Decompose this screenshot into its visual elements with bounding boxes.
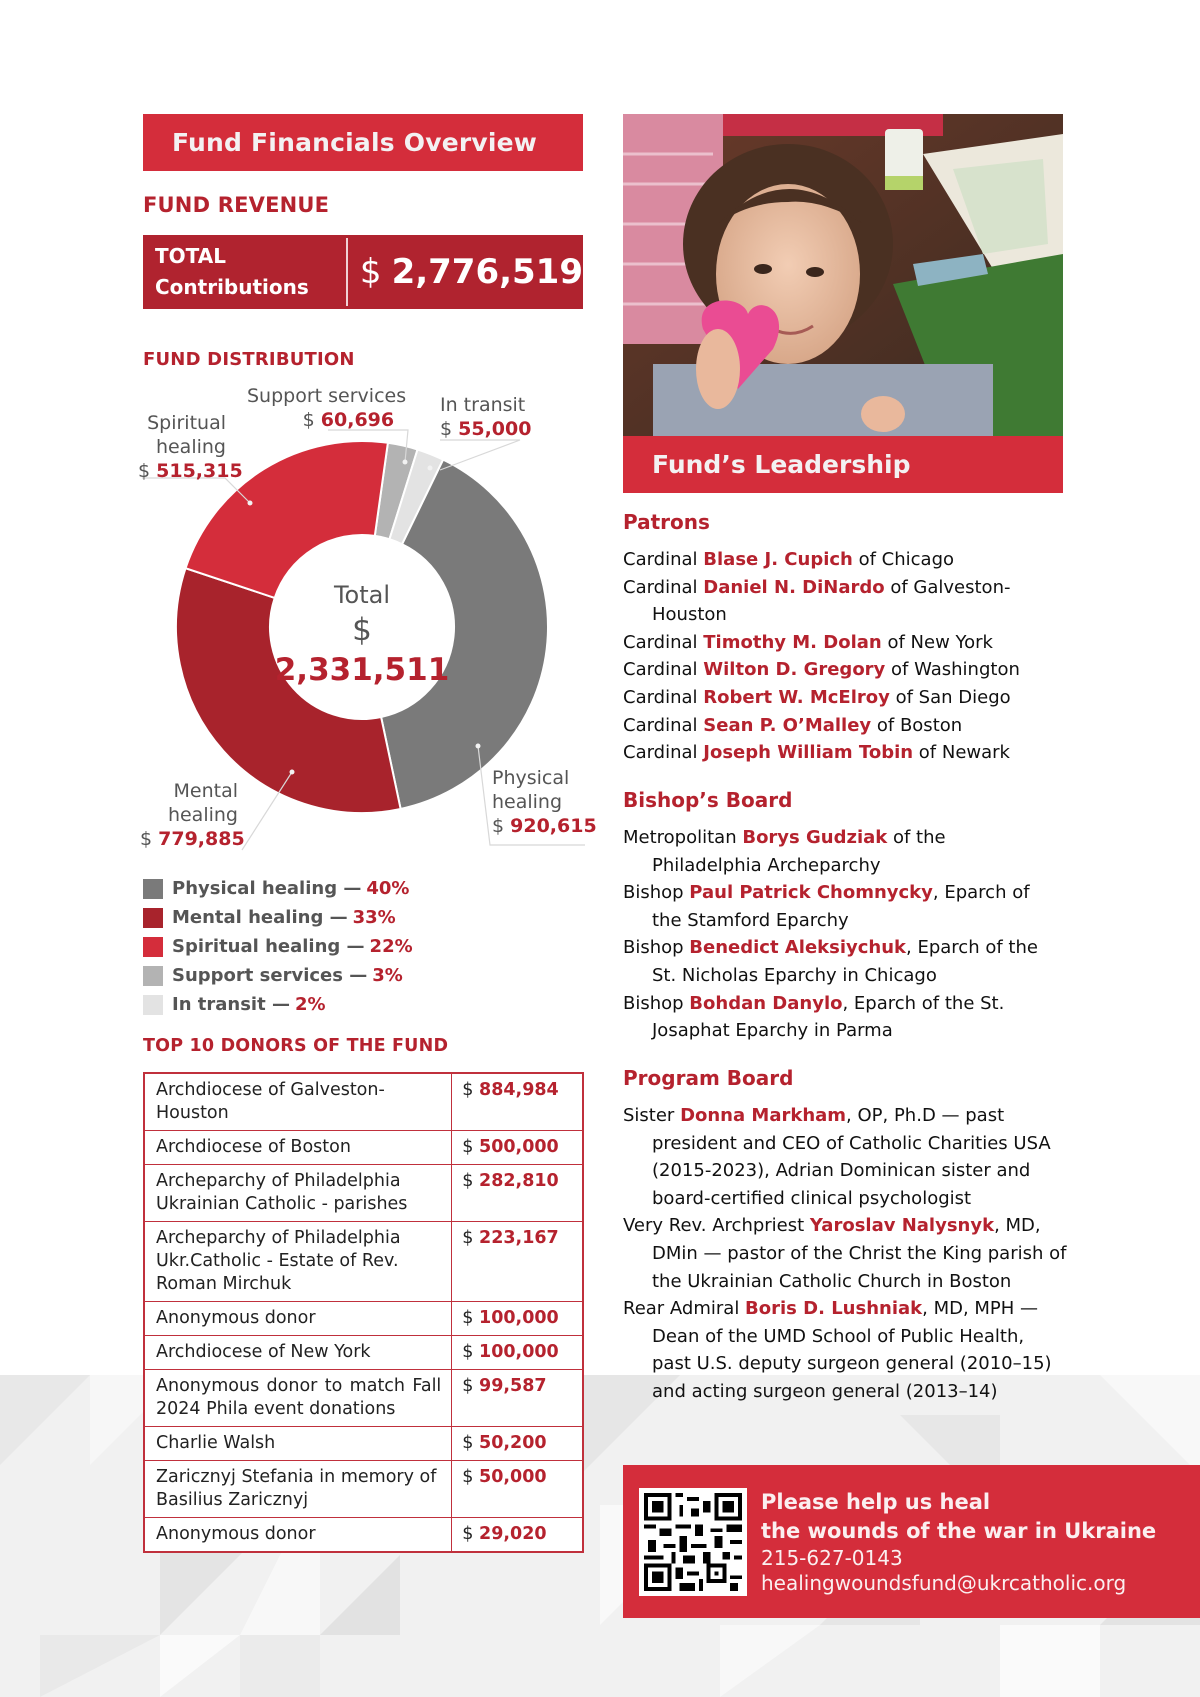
currency-symbol: $	[462, 1342, 474, 1362]
financials-title-bar	[143, 114, 583, 171]
patrons-section	[623, 510, 1083, 767]
callout-physical-healing	[492, 766, 597, 838]
donor-name: Archdiocese of Galveston-Houston	[144, 1073, 452, 1131]
chart-legend	[143, 874, 413, 1019]
person-name: Blase J. Cupich	[703, 549, 853, 570]
amount-value: 282,810	[479, 1171, 559, 1191]
callout-amount: 779,885	[158, 828, 245, 850]
child-photo	[623, 114, 1063, 436]
donate-cta-box	[623, 1465, 1200, 1618]
callout-label-2: healing	[492, 791, 563, 813]
callout-support-services	[247, 384, 406, 432]
callout-in-transit	[440, 393, 531, 441]
donor-amount	[452, 1461, 583, 1518]
bishops-board-section	[623, 788, 1063, 1045]
donor-name: Zaricznyj Stefania in memory of Basilius Zaricznyj	[144, 1461, 452, 1518]
donor-amount	[452, 1427, 583, 1461]
currency-symbol: $	[302, 409, 315, 431]
patron-item: Cardinal Timothy M. Dolan of New York	[623, 631, 993, 653]
callout-spiritual-healing	[138, 411, 243, 483]
callout-amount-line	[247, 408, 406, 432]
person-name: Boris D. Lushniak	[745, 1298, 923, 1320]
legend-label: Support services —	[172, 965, 368, 986]
total-amount: 2,776,519	[391, 252, 583, 292]
legend-pct: 3%	[372, 965, 403, 986]
financials-title: Fund Financials Overview	[172, 128, 538, 157]
callout-amount-line	[140, 827, 245, 851]
patron-item: Cardinal Blase J. Cupich of Chicago	[623, 549, 955, 570]
patron-item: Cardinal Wilton D. Gregory of Washington	[623, 659, 1020, 681]
legend-pct: 22%	[369, 936, 413, 957]
legend-item-mental	[143, 903, 413, 932]
patron-item: Cardinal Joseph William Tobin of Newark	[623, 742, 1010, 764]
donor-name: Archdiocese of New York	[144, 1336, 452, 1370]
legend-item-support	[143, 961, 413, 990]
total-label: Total	[333, 581, 391, 609]
currency-symbol: $	[462, 1467, 474, 1487]
leadership-title-bar	[623, 436, 1063, 493]
donor-amount	[452, 1222, 583, 1302]
callout-label: Physical	[492, 767, 570, 789]
program-board-heading: Program Board	[623, 1066, 794, 1090]
cta-headline-2: the wounds of the war in Ukraine	[761, 1518, 1157, 1543]
total-contributions-label	[143, 235, 346, 309]
donor-name: Archeparchy of Philadelphia Ukr.Catholic - Estate of Rev. Roman Mirchuk	[144, 1222, 452, 1302]
legend-swatch	[143, 995, 163, 1015]
table-row	[144, 1165, 583, 1222]
total-amount: 2,331,511	[274, 652, 450, 688]
donor-name: Anonymous donor	[144, 1518, 452, 1553]
currency-symbol: $	[492, 815, 505, 837]
fund-revenue-heading: FUND REVENUE	[143, 193, 330, 217]
bishop-item: Metropolitan Borys Gudziak of the Philadelphia Archeparchy	[623, 827, 946, 876]
person-name: Daniel N. DiNardo	[703, 576, 885, 598]
total-contributions-value	[348, 235, 583, 309]
donor-amount	[452, 1336, 583, 1370]
amount-value: 29,020	[479, 1524, 547, 1544]
donor-amount	[452, 1073, 583, 1131]
program-item: Rear Admiral Boris D. Lushniak, MD, MPH — Dean of the UMD School of Public Health, past U.S. deputy surgeon general (2010–15) and acting surgeon general (2013–14)	[623, 1298, 1052, 1402]
cta-text	[761, 1488, 1156, 1596]
currency-symbol: $	[462, 1433, 474, 1453]
donor-amount	[452, 1302, 583, 1336]
callout-label-2: healing	[155, 436, 226, 458]
cta-headline-1: Please help us heal	[761, 1489, 991, 1514]
callout-amount: 515,315	[156, 460, 243, 482]
program-item: Very Rev. Archpriest Yaroslav Nalysnyk, MD, DMin — pastor of the Christ the King parish of the Ukrainian Catholic Church in Boston	[623, 1215, 1067, 1292]
currency-symbol: $	[440, 418, 453, 440]
amount-value: 884,984	[479, 1080, 559, 1100]
callout-label: Mental	[173, 780, 238, 802]
currency-symbol: $	[352, 612, 372, 648]
legend-pct: 2%	[294, 994, 326, 1015]
legend-pct: 33%	[352, 907, 396, 928]
callout-label: In transit	[440, 394, 526, 416]
currency-symbol: $	[462, 1376, 474, 1396]
person-name: Donna Markham	[680, 1105, 847, 1126]
amount-value: 100,000	[479, 1308, 559, 1328]
currency-symbol: $	[462, 1080, 474, 1100]
person-name: Wilton D. Gregory	[703, 659, 886, 681]
leadership-title: Fund’s Leadership	[652, 450, 911, 479]
legend-label: Physical healing —	[172, 878, 362, 899]
donor-name: Archdiocese of Boston	[144, 1131, 452, 1165]
currency-symbol: $	[138, 460, 151, 482]
currency-symbol: $	[359, 252, 382, 292]
legend-swatch	[143, 966, 163, 986]
currency-symbol: $	[462, 1228, 474, 1248]
donor-name: Anonymous donor	[144, 1302, 452, 1336]
person-name: Benedict Aleksiychuk	[689, 937, 907, 959]
legend-item-transit	[143, 990, 413, 1019]
currency-symbol: $	[462, 1308, 474, 1328]
amount-value: 99,587	[479, 1376, 547, 1396]
legend-swatch	[143, 937, 163, 957]
qr-code-icon[interactable]	[639, 1488, 747, 1596]
person-name: Joseph William Tobin	[703, 742, 914, 764]
person-name: Sean P. O’Malley	[703, 714, 872, 736]
donor-name: Archeparchy of Philadelphia Ukrainian Catholic - parishes	[144, 1165, 452, 1222]
table-row	[144, 1427, 583, 1461]
legend-swatch	[143, 908, 163, 928]
person-name: Robert W. McElroy	[703, 686, 890, 708]
table-row	[144, 1222, 583, 1302]
top-donors-heading: TOP 10 DONORS OF THE FUND	[143, 1036, 449, 1056]
label-line-2: Contributions	[155, 275, 309, 299]
patrons-heading: Patrons	[623, 510, 710, 534]
top-donors-table	[143, 1072, 584, 1553]
legend-item-spiritual	[143, 932, 413, 961]
donor-amount	[452, 1165, 583, 1222]
patron-item: Cardinal Robert W. McElroy of San Diego	[623, 686, 1011, 708]
person-name: Borys Gudziak	[742, 827, 888, 848]
callout-amount-line	[492, 814, 597, 838]
donor-amount	[452, 1370, 583, 1427]
bishop-item: Bishop Bohdan Danylo, Eparch of the St. Josaphat Eparchy in Parma	[623, 992, 1005, 1042]
table-row	[144, 1461, 583, 1518]
total-contributions-box	[143, 235, 583, 309]
table-row	[144, 1518, 583, 1553]
bishops-board-heading: Bishop’s Board	[623, 788, 793, 812]
label-line-1: TOTAL	[155, 244, 226, 268]
table-row	[144, 1073, 583, 1131]
person-name: Timothy M. Dolan	[703, 631, 882, 653]
table-row	[144, 1131, 583, 1165]
bishop-item: Bishop Paul Patrick Chomnycky, Eparch of the Stamford Eparchy	[623, 882, 1030, 931]
callout-label: Support services	[247, 385, 407, 407]
legend-label: Spiritual healing —	[172, 936, 365, 957]
currency-symbol: $	[462, 1171, 474, 1191]
total-value	[262, 610, 462, 690]
legend-label: In transit —	[172, 994, 290, 1015]
callout-amount-line	[440, 417, 531, 441]
amount-value: 50,000	[479, 1467, 547, 1487]
callout-label: Spiritual	[147, 412, 226, 434]
legend-swatch	[143, 879, 163, 899]
legend-label: Mental healing —	[172, 907, 348, 928]
currency-symbol: $	[140, 828, 153, 850]
callout-amount: 920,615	[510, 815, 597, 837]
person-name: Paul Patrick Chomnycky	[689, 882, 933, 904]
amount-value: 500,000	[479, 1137, 559, 1157]
bishop-item: Bishop Benedict Aleksiychuk, Eparch of the St. Nicholas Eparchy in Chicago	[623, 937, 1038, 986]
callout-amount: 60,696	[320, 409, 395, 431]
patron-item: Cardinal Sean P. O’Malley of Boston	[623, 714, 963, 736]
donor-amount	[452, 1518, 583, 1553]
person-name: Yaroslav Nalysnyk	[809, 1215, 995, 1237]
program-board-section	[623, 1066, 1068, 1406]
amount-value: 223,167	[479, 1228, 559, 1248]
person-name: Bohdan Danylo	[689, 992, 843, 1014]
table-row	[144, 1370, 583, 1427]
callout-amount: 55,000	[458, 418, 532, 440]
callout-label-2: healing	[167, 804, 238, 826]
legend-item-physical	[143, 874, 413, 903]
amount-value: 50,200	[479, 1433, 547, 1453]
currency-symbol: $	[462, 1137, 474, 1157]
cta-phone[interactable]: 215-627-0143	[761, 1545, 903, 1570]
cta-email[interactable]: healingwoundsfund@ukrcatholic.org	[761, 1570, 1127, 1595]
donut-center-total	[262, 580, 462, 690]
callout-amount-line	[138, 459, 243, 483]
callout-mental-healing	[140, 779, 245, 851]
fund-distribution-heading: FUND DISTRIBUTION	[143, 349, 355, 370]
patron-item: Cardinal Daniel N. DiNardo of Galveston-Houston	[623, 576, 1011, 626]
donor-name: Charlie Walsh	[144, 1427, 452, 1461]
table-row	[144, 1302, 583, 1336]
currency-symbol: $	[462, 1524, 474, 1544]
donor-name: Anonymous donor to match Fall 2024 Phila event donations	[144, 1370, 452, 1427]
amount-value: 100,000	[479, 1342, 559, 1362]
program-item: Sister Donna Markham, OP, Ph.D — past president and CEO of Catholic Charities USA (2015-2023), Adrian Dominican sister and board-certified clinical psychologist	[623, 1105, 1051, 1209]
table-row	[144, 1336, 583, 1370]
donor-amount	[452, 1131, 583, 1165]
legend-pct: 40%	[366, 878, 410, 899]
